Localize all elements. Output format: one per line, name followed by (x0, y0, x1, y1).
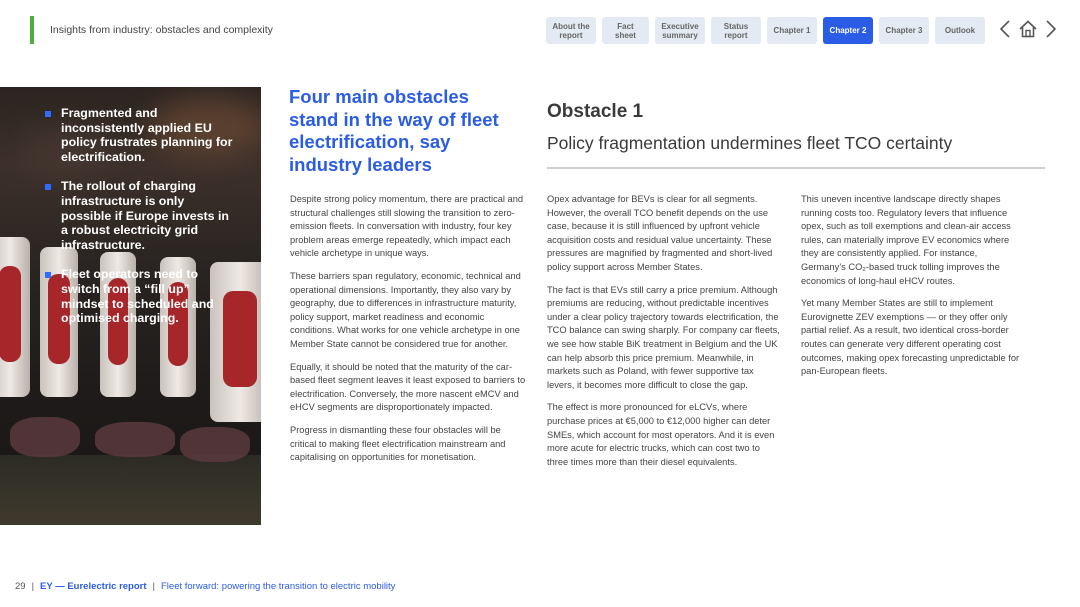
key-point-text: The rollout of charging infrastructure is only possible if Europe invests in a robust electricity grid infrastructure. (61, 179, 229, 252)
bullet-square-icon (45, 184, 51, 190)
key-point (45, 179, 235, 252)
paragraph: This uneven incentive landscape directly shapes running costs too. Regulatory levers that influence opex, such as toll exemptions and clean-air access rules, can materially improve EV economics where they are consistently applied. For instance, Germany’s CO₂-based truck tolling improves the economics of long-haul eHCV routes. (801, 194, 1011, 286)
page-number: 29 (15, 581, 26, 592)
top-navigation (546, 17, 985, 44)
obstacle-subtitle: Policy fragmentation undermines fleet TCO certainty (547, 133, 953, 153)
nav-status-report[interactable]: Status report (711, 17, 761, 44)
chevron-right-icon[interactable] (1044, 19, 1058, 39)
divider (547, 167, 1045, 169)
key-points-list (45, 106, 235, 341)
nav-executive-summary[interactable]: Executive summary (655, 17, 705, 44)
nav-fact-sheet[interactable]: Fact sheet (602, 17, 649, 44)
bullet-square-icon (45, 111, 51, 117)
section-title: Insights from industry: obstacles and complexity (50, 24, 273, 36)
nav-about-report[interactable]: About the report (546, 17, 596, 44)
paragraph: Equally, it should be noted that the maturity of the car-based fleet segment leaves it least exposed to barriers to electrification. Conversely, the more nascent eMCV and eHCV segments are disproportionately impacted. (290, 361, 526, 413)
key-point (45, 267, 235, 325)
key-point (45, 106, 235, 164)
obstacle-title: Obstacle 1 (547, 101, 644, 122)
page-headline: Four main obstacles stand in the way of fleet electrification, say industry leaders (289, 86, 499, 175)
nav-outlook[interactable]: Outlook (935, 17, 985, 44)
paragraph: The fact is that EVs still carry a price premium. Although premiums are reducing, without predictable incentives under a clear policy trajectory towards electrification, the TCO balance can swing sharply. For company car fleets, we see how stable BiK treatment in Belgium and the UK can help absorb this price premium. Meanwhile, in markets such as Poland, with fewer supportive tax levers, it becomes more difficult to close the gap. (547, 284, 780, 390)
paragraph: Progress in dismantling these four obstacles will be critical to making fleet electrification mainstream and capitalising on opportunities for monetisation. (290, 424, 506, 463)
footer-report-name: EY — Eurelectric report (40, 581, 147, 592)
key-point-text: Fleet operators need to switch from a “fill up” mindset to scheduled and optimised charging. (61, 267, 214, 326)
obstacle-column-right (801, 193, 1021, 388)
nav-chapter-3[interactable]: Chapter 3 (879, 17, 929, 44)
footer-separator: | (31, 581, 35, 592)
paragraph: The effect is more pronounced for eLCVs, where purchase prices at €5,000 to €12,000 higher can deter SMEs, which account for most operators. And it is even more acute for electric trucks, which can cost two to three times more than their diesel equivalents. (547, 402, 775, 467)
intro-column (290, 193, 526, 474)
key-point-text: Fragmented and inconsistently applied EU policy frustrates planning for electrification. (61, 106, 233, 164)
obstacle-column-left (547, 193, 783, 478)
paragraph: Yet many Member States are still to implement Eurovignette ZEV exemptions — or they offer only partial relief. As a result, two identical cross-border routes can generate very different operating cost outcomes, making opex forecasting unpredictable for pan-European fleets. (801, 298, 1020, 377)
footer-report-subtitle: Fleet forward: powering the transition to electric mobility (161, 581, 396, 592)
paragraph: Opex advantage for BEVs is clear for all segments. However, the overall TCO benefit depends on the use case, because it is still influenced by upfront vehicle acquisition costs and residual value uncertainty. These pressures are magnified by fragmented and short-lived policy support across Member States. (547, 194, 773, 272)
header-accent-bar (30, 16, 34, 44)
page-nav-controls (998, 19, 1058, 39)
nav-chapter-2[interactable]: Chapter 2 (823, 17, 873, 44)
paragraph: These barriers span regulatory, economic, technical and operational dimensions. Importantly, they also vary by geography, due to differences in infrastructure maturity, policy support, market readiness and economic conditions. What works for one vehicle archetype in one Member State cannot be considered true for another. (290, 270, 521, 349)
footer-separator: | (152, 581, 155, 592)
page-footer (15, 581, 395, 592)
nav-chapter-1[interactable]: Chapter 1 (767, 17, 817, 44)
bullet-square-icon (45, 272, 51, 278)
chevron-left-icon[interactable] (998, 19, 1012, 39)
paragraph: Despite strong policy momentum, there are practical and structural challenges still slowing the transition to zero-emission fleets. In conversation with industry, four key problem areas emerge repeatedly, which impact each vehicle archetype in unique ways. (290, 194, 524, 259)
home-icon[interactable] (1018, 19, 1038, 39)
